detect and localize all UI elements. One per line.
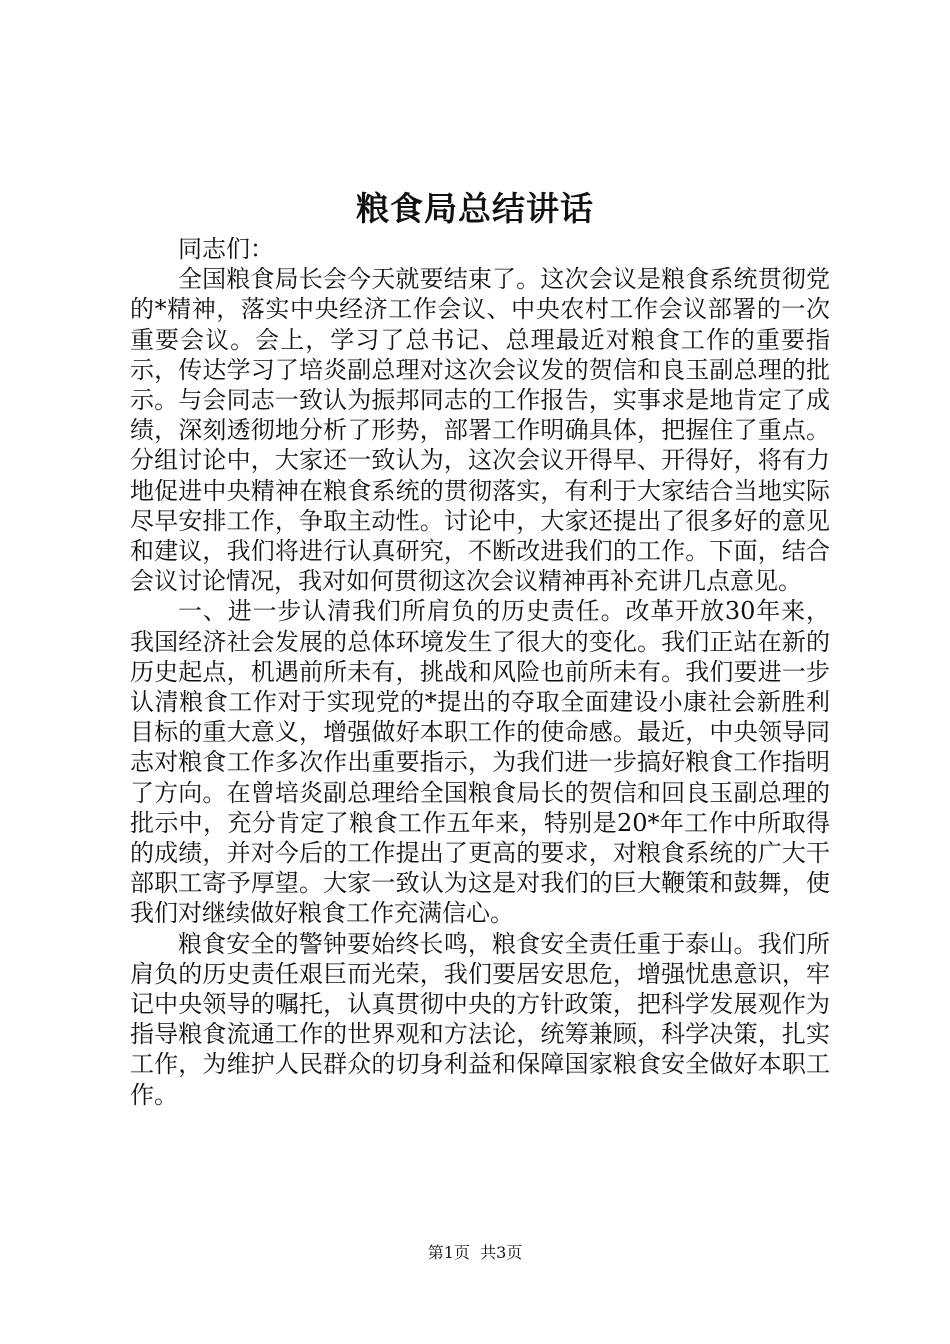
document-title: 粮食局总结讲话 xyxy=(356,189,594,228)
paragraph-2: 一、进一步认清我们所肩负的历史责任。改革开放30年来，我国经济社会发展的总体环境发生了很大的变化。我们正站在新的历史起点，机遇前所未有，挑战和风险也前所未有。我们要进一步认清粮食工作对于实现党的*提出的夺取全面建设小康社会新胜利目标的重大意义，增强做好本职工作的使命感。最近，中央领导同志对粮食工作多次作出重要指示，为我们进一步搞好粮食工作指明了方向。在曾培炎副总理给全国粮食局长的贺信和回良玉副总理的批示中，充分肯定了粮食工作五年来，特别是20*年工作中所取得的成绩，并对今后的工作提出了更高的要求，对粮食系统的广大干部职工寄予厚望。大家一致认为这是对我们的巨大鞭策和鼓舞，使我们对继续做好粮食工作充满信心。 xyxy=(130,597,830,928)
document-body xyxy=(130,234,830,1110)
paragraph-3: 粮食安全的警钟要始终长鸣，粮食安全责任重于泰山。我们所肩负的历史责任艰巨而光荣，我们要居安思危，增强忧患意识，牢记中央领导的嘱托，认真贯彻中央的方针政策，把科学发展观作为指导粮食流通工作的世界观和方法论，统筹兼顾，科学决策，扎实工作，为维护人民群众的切身利益和保障国家粮食安全做好本职工作。 xyxy=(130,929,830,1109)
salutation: 同志们： xyxy=(178,235,274,263)
page-number: 第1页 xyxy=(427,1243,470,1262)
page-total: 共3页 xyxy=(480,1243,523,1262)
paragraph-1: 全国粮食局长会今天就要结束了。这次会议是粮食系统贯彻党的*精神，落实中央经济工作会议、中央农村工作会议部署的一次重要会议。会上，学习了总书记、总理最近对粮食工作的重要指示，传达学习了培炎副总理对这次会议发的贺信和良玉副总理的批示。与会同志一致认为振邦同志的工作报告，实事求是地肯定了成绩，深刻透彻地分析了形势，部署工作明确具体，把握住了重点。分组讨论中，大家还一致认为，这次会议开得早、开得好，将有力地促进中央精神在粮食系统的贯彻落实，有利于大家结合当地实际尽早安排工作，争取主动性。讨论中，大家还提出了很多好的意见和建议，我们将进行认真研究，不断改进我们的工作。下面，结合会议讨论情况，我对如何贯彻这次会议精神再补充讲几点意见。 xyxy=(130,265,830,596)
page-footer xyxy=(0,1241,950,1265)
